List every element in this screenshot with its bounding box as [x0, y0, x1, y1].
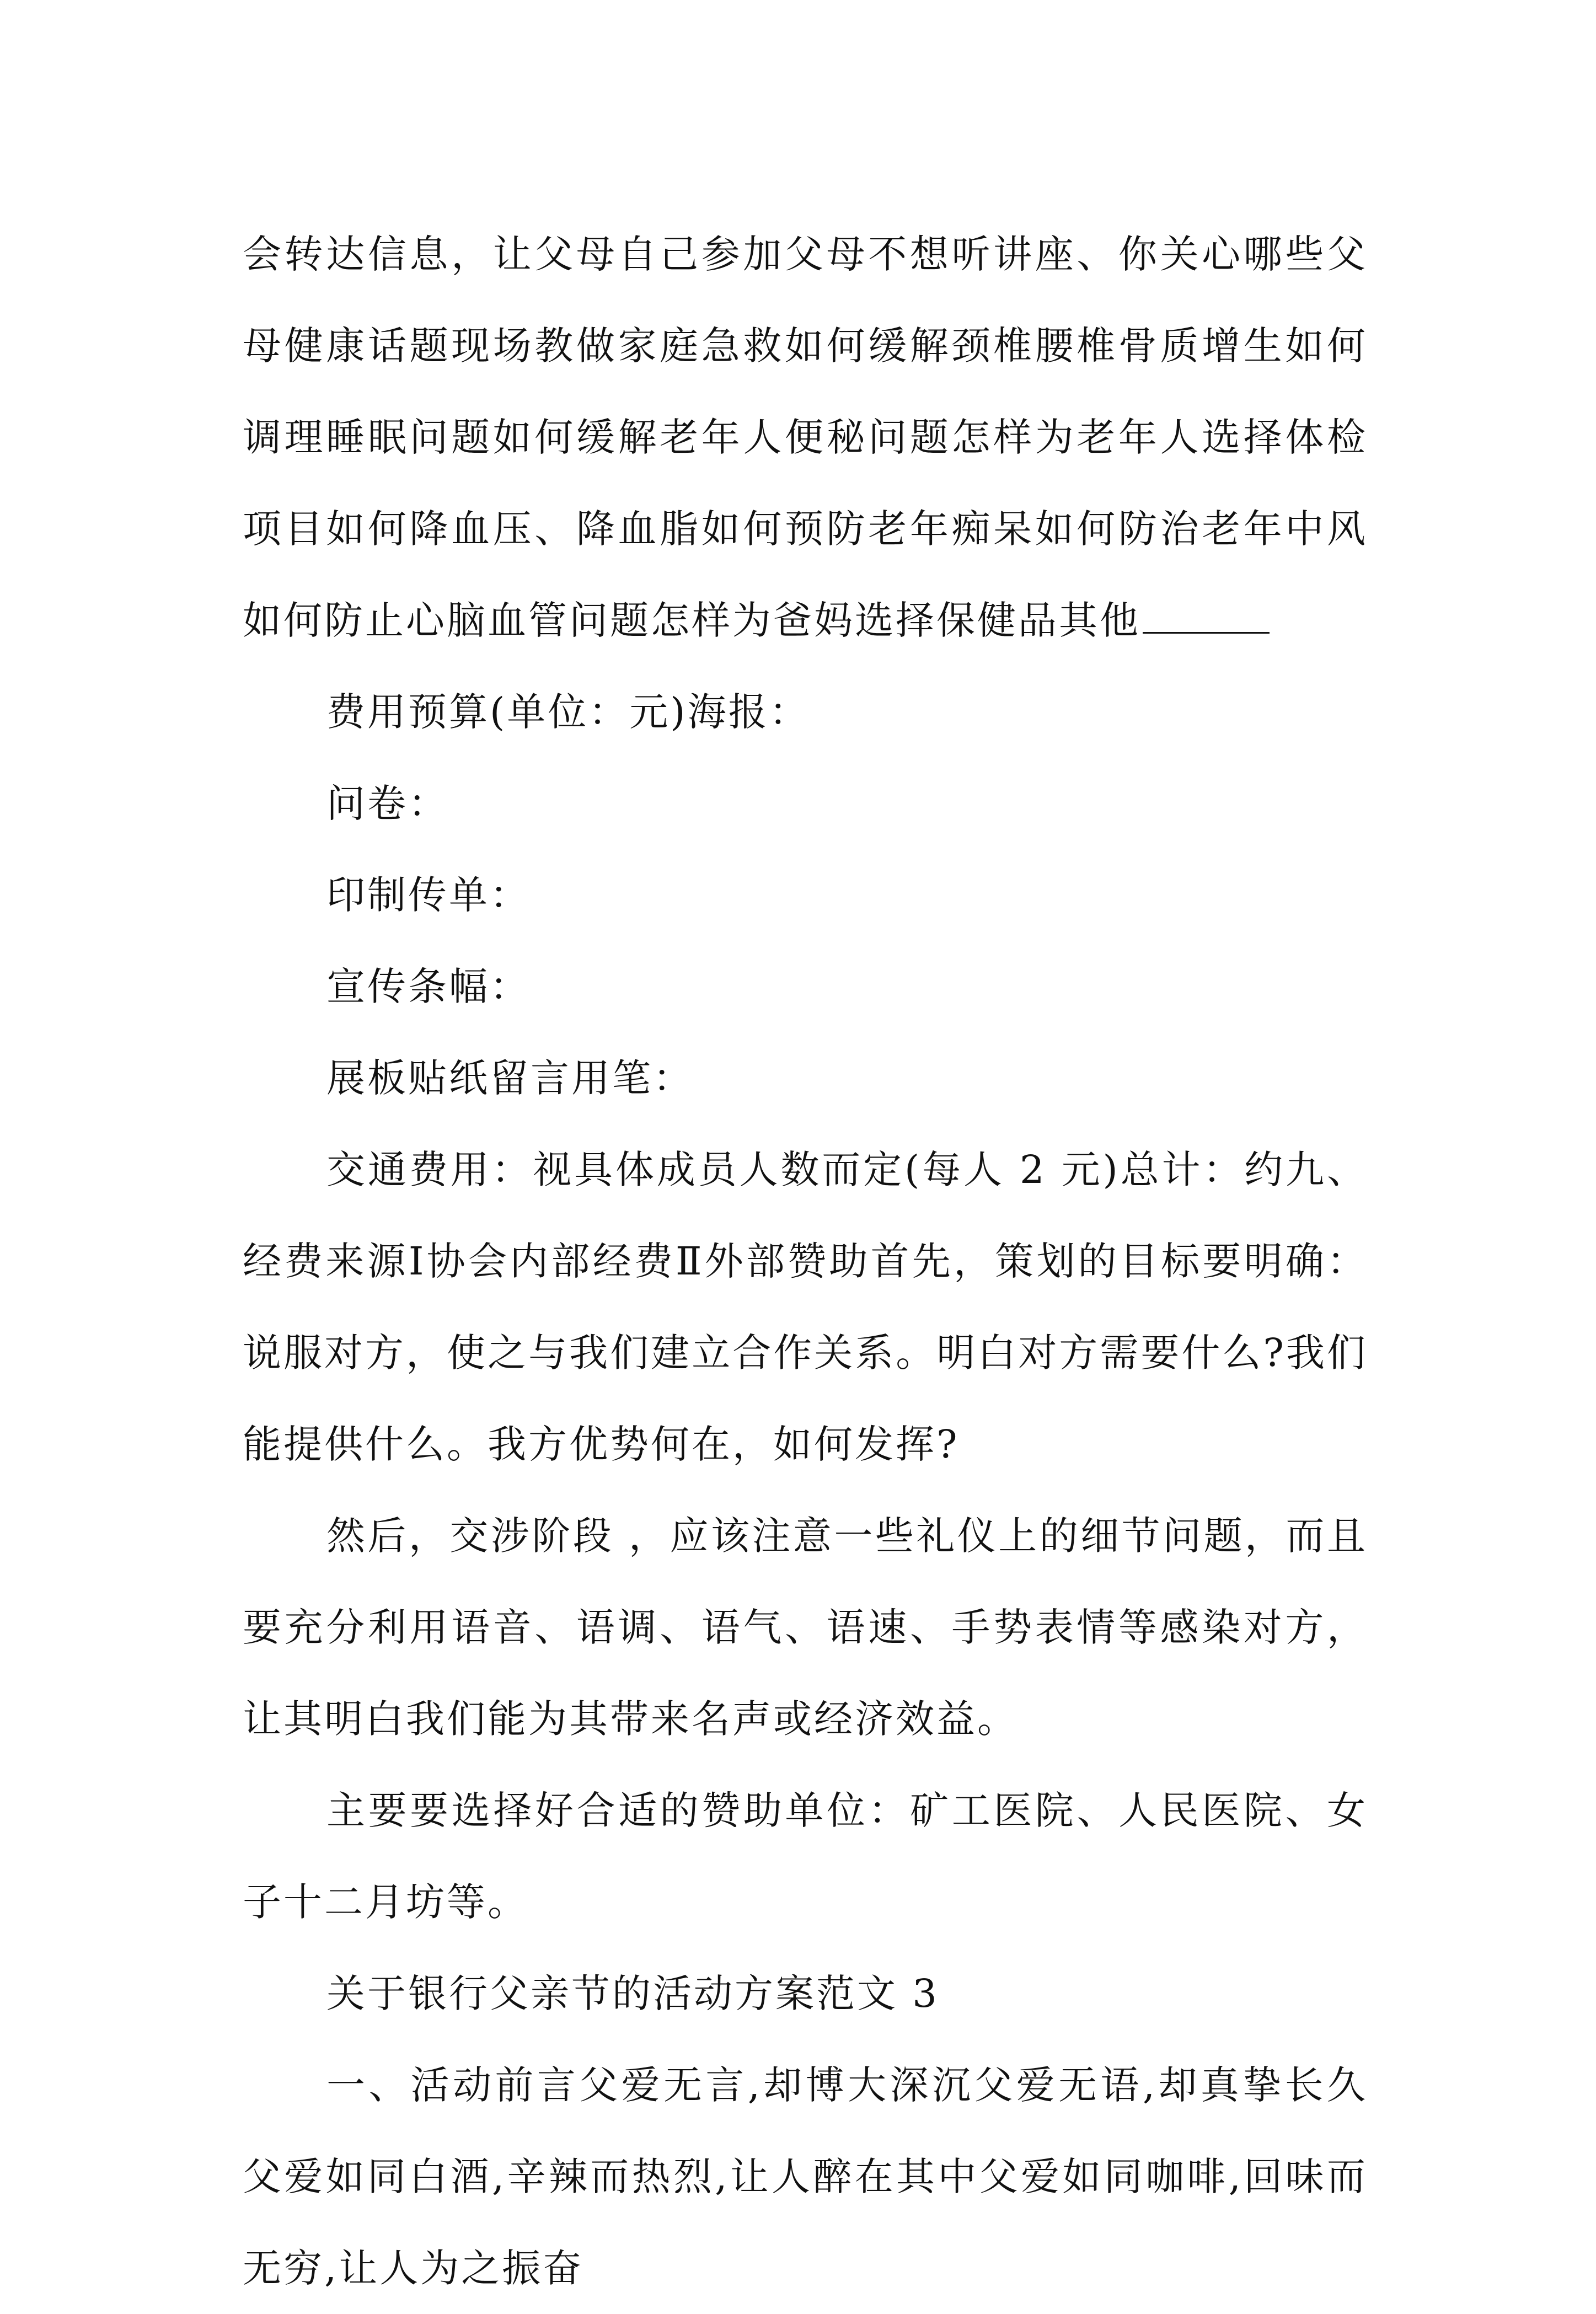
paragraph-5: 宣传条幅： — [326, 964, 531, 1009]
paragraph-7: 交通费用：视具体成员人数而定(每人 2 元)总计：约九、经费来源Ⅰ协会内部经费Ⅱ外部赞助首先，策划的目标要明确：说服对方，使之与我们建立合作关系。明白对方需要什么?我们能提供什么。我方优势何在，如何发挥? — [243, 1147, 1368, 1467]
paragraph-6: 展板贴纸留言用笔： — [326, 1056, 694, 1101]
section-heading: 关于银行父亲节的活动方案范文 3 — [326, 1971, 939, 2016]
paragraph-8: 然后，交涉阶段 ，应该注意一些礼仪上的细节问题，而且要充分利用语音、语调、语气、语速、手势表情等感染对方，让其明白我们能为其带来名声或经济效益。 — [243, 1513, 1368, 1742]
fill-in-blank-line — [1143, 599, 1270, 634]
paragraph-11: 一、活动前言父爱无言,却博大深沉父爱无语,却真挚长久父爱如同白酒,辛辣而热烈,让人醉在其中父爱如同咖啡,回味而无穷,让人为之振奋 — [243, 2063, 1368, 2291]
paragraph-1 — [243, 208, 1368, 666]
paragraph-4: 印制传单： — [326, 872, 531, 918]
document-body — [243, 208, 1368, 2314]
paragraph-9: 主要要选择好合适的赞助单位：矿工医院、人民医院、女子十二月坊等。 — [243, 1788, 1368, 1925]
paragraph-1-text: 会转达信息，让父母自己参加父母不想听讲座、你关心哪些父母健康话题现场教做家庭急救如何缓解颈椎腰椎骨质增生如何调理睡眠问题如何缓解老年人便秘问题怎样为老年人选择体检项目如何降血压、降血脂如何预防老年痴呆如何防治老年中风如何防止心脑血管问题怎样为爸妈选择保健品其他 — [243, 232, 1368, 643]
paragraph-2: 费用预算(单位：元)海报： — [326, 689, 810, 735]
paragraph-3: 问卷： — [326, 781, 449, 826]
